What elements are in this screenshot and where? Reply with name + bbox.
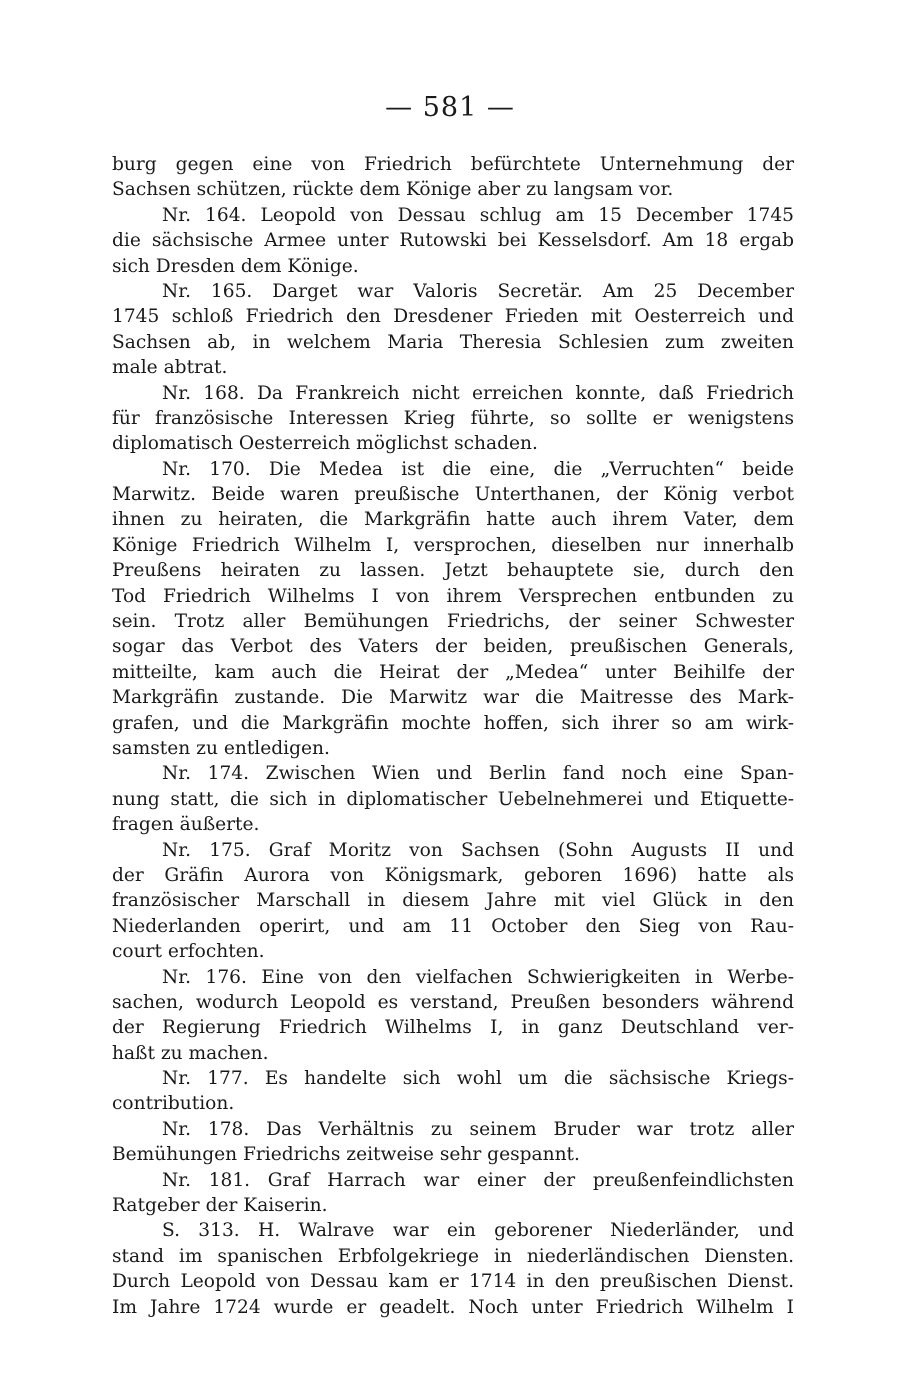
text-line: Nr. 168. Da Frankreich nicht erreichen konnte, daß Friedrich (162, 382, 794, 404)
text-line: nung statt, die sich in diplomatischer Uebelnehmerei und Etiquette- (112, 788, 794, 810)
text-line: male abtrat. (112, 357, 228, 379)
text-line: Nr. 165. Darget war Valoris Secretär. Am 25 December (162, 280, 794, 302)
text-line: sein. Trotz aller Bemühungen Friedrichs, der seiner Schwester (112, 611, 794, 633)
text-line: Niederlanden operirt, und am 11 October den Sieg von Rau- (112, 915, 794, 937)
text-line: Ratgeber der Kaiserin. (112, 1195, 328, 1217)
text-line: Nr. 178. Das Verhältnis zu seinem Bruder war trotz aller (162, 1118, 794, 1140)
text-line: Sachsen ab, in welchem Maria Theresia Schlesien zum zweiten (112, 331, 794, 353)
page-body (112, 152, 794, 1320)
text-line: haßt zu machen. (112, 1042, 269, 1064)
page-number: — 581 — (385, 92, 515, 123)
text-line: Im Jahre 1724 wurde er geadelt. Noch unter Friedrich Wilhelm I (112, 1296, 794, 1318)
text-line: Sachsen schützen, rückte dem Könige aber zu langsam vor. (112, 179, 674, 201)
text-line: fragen äußerte. (112, 814, 260, 836)
text-line: der Regierung Friedrich Wilhelms I, in ganz Deutschland ver- (112, 1017, 794, 1039)
text-line: Nr. 170. Die Medea ist die eine, die „Verruchten“ beide (162, 458, 794, 480)
text-line: stand im spanischen Erbfolgekriege in niederländischen Diensten. (112, 1245, 794, 1267)
text-line: court erfochten. (112, 941, 265, 963)
text-line: 1745 schloß Friedrich den Dresdener Frieden mit Oesterreich und (112, 306, 794, 328)
text-line: diplomatisch Oesterreich möglichst schaden. (112, 433, 538, 455)
text-line: Nr. 175. Graf Moritz von Sachsen (Sohn Augusts II und (162, 839, 794, 861)
text-line: grafen, und die Markgräfin mochte hoffen, sich ihrer so am wirk- (112, 712, 794, 734)
text-line: der Gräfin Aurora von Königsmark, geboren 1696) hatte als (112, 864, 794, 886)
text-line: Preußens heiraten zu lassen. Jetzt behauptete sie, durch den (112, 560, 794, 582)
text-line: sich Dresden dem Könige. (112, 255, 359, 277)
text-line: Durch Leopold von Dessau kam er 1714 in den preußischen Dienst. (112, 1271, 794, 1293)
text-line: S. 313. H. Walrave war ein geborener Niederländer, und (162, 1220, 794, 1242)
text-line: mitteilte, kam auch die Heirat der „Medea“ unter Beihilfe der (112, 661, 794, 683)
text-line: sachen, wodurch Leopold es verstand, Preußen besonders während (112, 991, 794, 1013)
text-line: Nr. 174. Zwischen Wien und Berlin fand noch eine Span- (162, 763, 794, 785)
text-line: contribution. (112, 1093, 235, 1115)
text-line: Nr. 164. Leopold von Dessau schlug am 15 December 1745 (162, 204, 794, 226)
text-line: Bemühungen Friedrichs zeitweise sehr gespannt. (112, 1144, 580, 1166)
text-line: Nr. 181. Graf Harrach war einer der preußenfeindlichsten (162, 1169, 794, 1191)
text-line: ihnen zu heiraten, die Markgräfin hatte auch ihrem Vater, dem (112, 509, 794, 531)
text-line: französischer Marschall in diesem Jahre mit viel Glück in den (112, 890, 794, 912)
text-line: die sächsische Armee unter Rutowski bei Kesselsdorf. Am 18 ergab (112, 230, 794, 252)
text-line: Tod Friedrich Wilhelms I von ihrem Versprechen entbunden zu (112, 585, 794, 607)
text-line: Marwitz. Beide waren preußische Unterthanen, der König verbot (112, 484, 794, 506)
text-line: Nr. 177. Es handelte sich wohl um die sächsische Kriegs- (162, 1068, 794, 1090)
text-line: für französische Interessen Krieg führte, so sollte er wenigstens (112, 407, 794, 429)
text-line: Markgräfin zustande. Die Marwitz war die Maitresse des Mark- (112, 687, 794, 709)
text-line: Nr. 176. Eine von den vielfachen Schwierigkeiten in Werbe- (162, 966, 794, 988)
text-line: samsten zu entledigen. (112, 737, 330, 759)
text-line: burg gegen eine von Friedrich befürchtete Unternehmung der (112, 154, 794, 175)
text-line: sogar das Verbot des Vaters der beiden, preußischen Generals, (112, 636, 794, 658)
text-line: Könige Friedrich Wilhelm I, versprochen, dieselben nur innerhalb (112, 534, 794, 556)
